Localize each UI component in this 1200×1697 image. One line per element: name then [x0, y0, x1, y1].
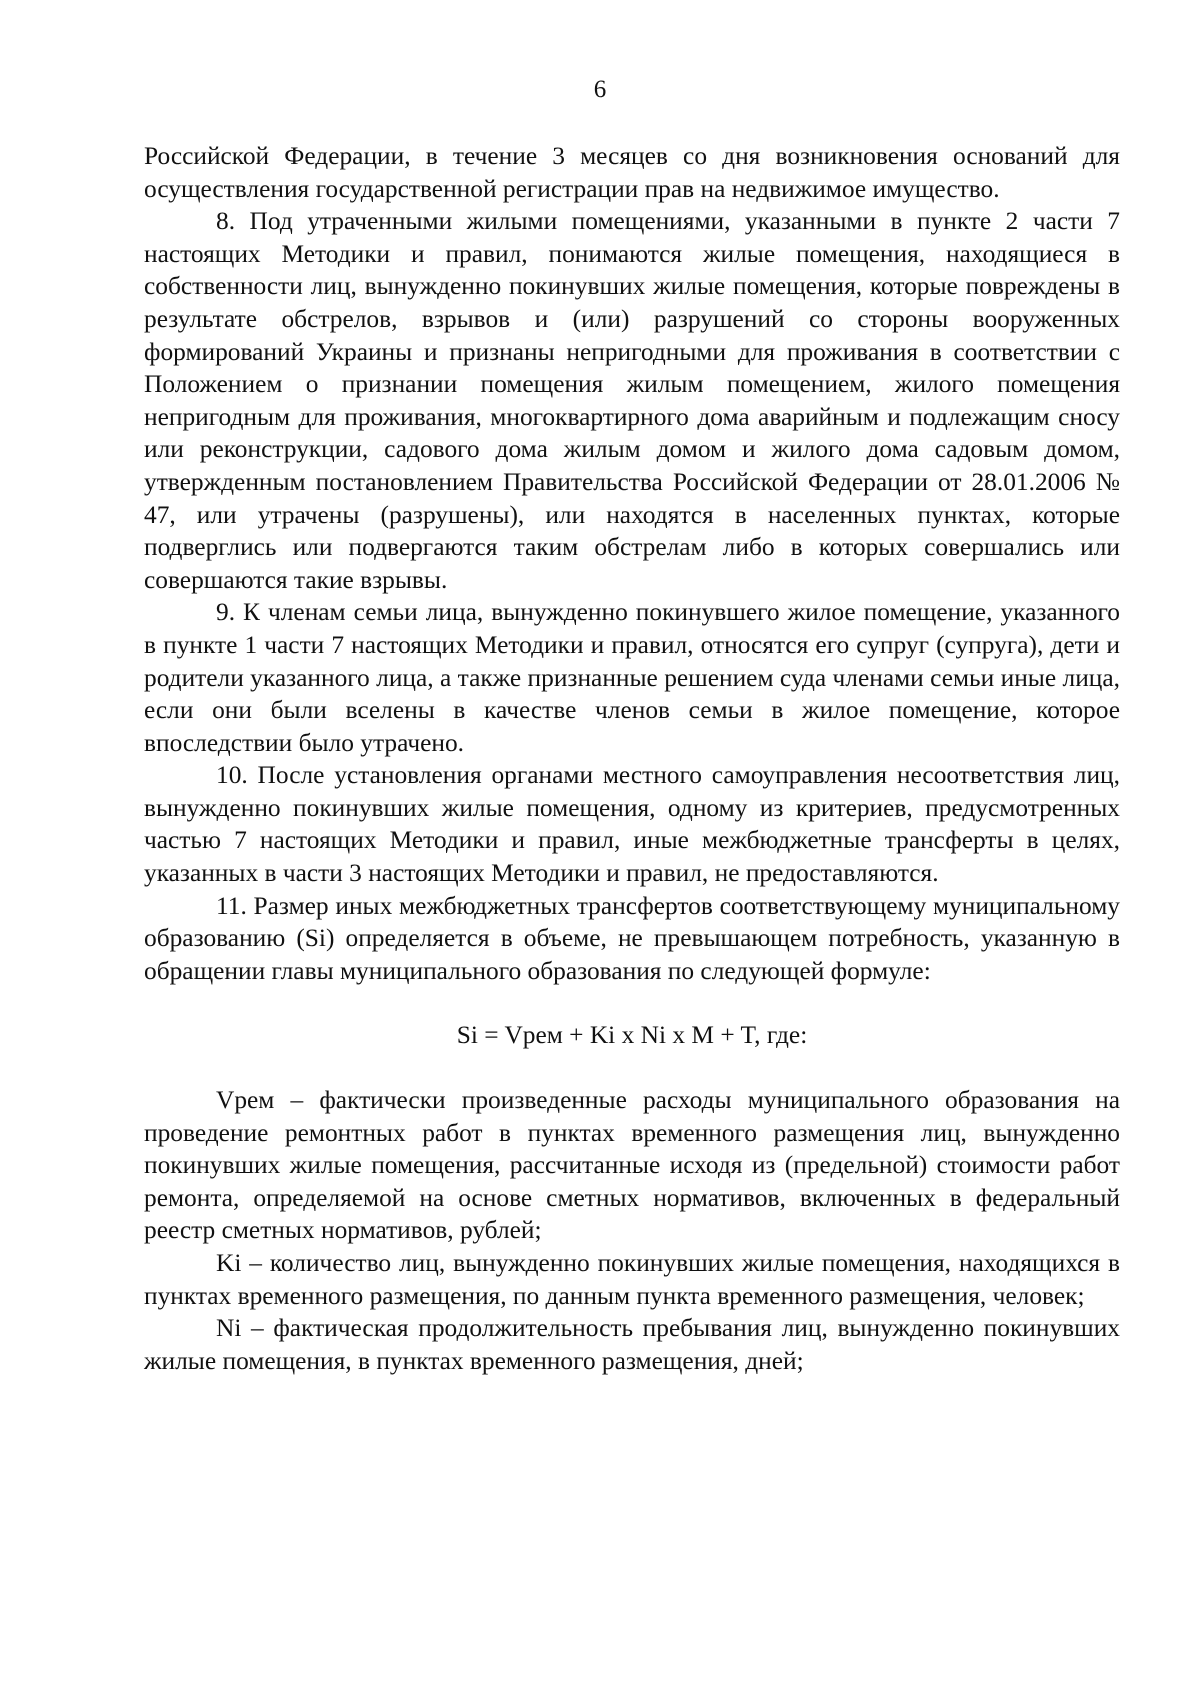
paragraph-continuation: Российской Федерации, в течение 3 месяцев со дня возникновения оснований для осуществления государственной регистрации прав на недвижимое имущество. — [144, 142, 1120, 203]
paragraph-item-8: 8. Под утраченными жилыми помещениями, указанными в пункте 2 части 7 настоящих Методики и правил, понимаются жилые помещения, находящиеся в собственности лиц, вынужденно покинувших жилые помещения, которые повреждены в результате обстрелов, взрывов и (или) разрушений со стороны вооруженных формирований Украины и признаны непригодными для проживания в соответствии с Положением о признании помещения жилым помещением, жилого помещения непригодным для проживания, многоквартирного дома аварийным и подлежащим сносу или реконструкции, садового дома жилым домом и жилого дома садовым домом, утвержденным постановлением Правительства Российской Федерации от 28.01.2006 № 47, или утрачены (разрушены), или находятся в населенных пунктах, которые подверглись или подвергаются таким обстрелам либо в которых совершались или совершаются такие взрывы. — [144, 207, 1120, 594]
definition-ni: Ni – фактическая продолжительность пребывания лиц, вынужденно покинувших жилые помещения, в пунктах временного размещения, дней; — [144, 1314, 1120, 1375]
definition-ki: Ki – количество лиц, вынужденно покинувших жилые помещения, находящихся в пунктах временного размещения, по данным пункта временного размещения, человек; — [144, 1249, 1120, 1310]
page-number: 6 — [593, 76, 607, 103]
paragraph-item-9: 9. К членам семьи лица, вынужденно покинувшего жилое помещение, указанного в пункте 1 части 7 настоящих Методики и правил, относятся его супруг (супруга), дети и родители указанного лица, а также признанные решением суда членами семьи иные лица, если они были вселены в качестве членов семьи в жилое помещение, которое впоследствии было утрачено. — [144, 598, 1120, 757]
paragraph-item-10: 10. После установления органами местного самоуправления несоответствия лиц, вынужденно покинувших жилые помещения, одному из критериев, предусмотренных частью 7 настоящих Методики и правил, иные межбюджетные трансферты в целях, указанных в части 3 настоящих Методики и правил, не предоставляются. — [144, 761, 1120, 888]
definition-vrem: Vрем – фактически произведенные расходы муниципального образования на проведение ремонтных работ в пунктах временного размещения лиц, вынужденно покинувших жилые помещения, рассчитанные исходя из (предельной) стоимости работ ремонта, определяемой на основе сметных нормативов, включенных в федеральный реестр сметных нормативов, рублей; — [144, 1086, 1120, 1245]
formula: Si = Vрем + Ki x Ni x M + T, где: — [456, 1021, 808, 1050]
document-body — [144, 140, 1120, 1377]
paragraph-item-11: 11. Размер иных межбюджетных трансфертов соответствующему муниципальному образованию (Si) определяется в объеме, не превышающем потребность, указанную в обращении главы муниципального образования по следующей формуле: — [144, 891, 1120, 985]
